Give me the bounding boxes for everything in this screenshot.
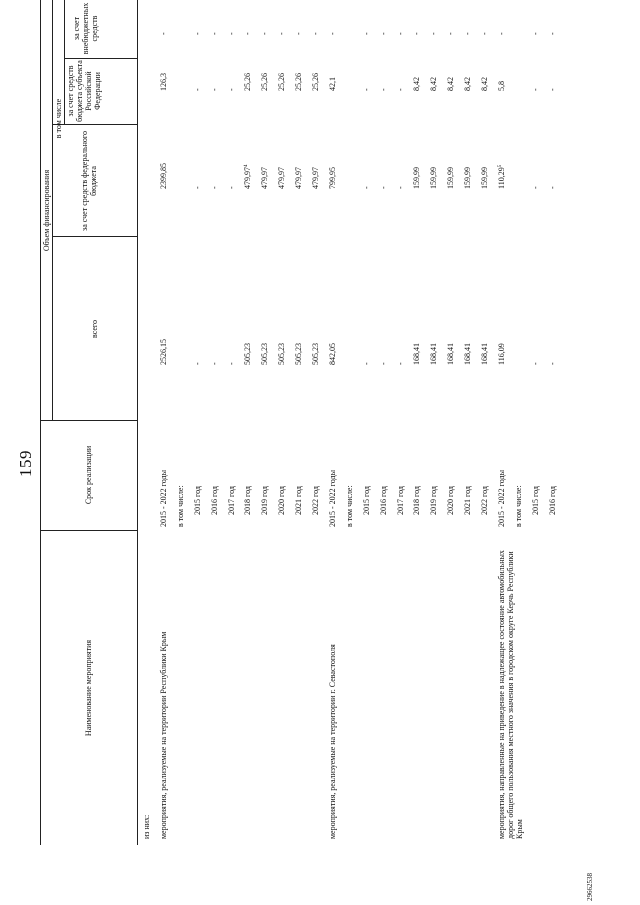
term-cell: 2022 год — [311, 486, 320, 515]
measure-name: мероприятия, направленные на приведение в надлежащее состояние автомобильных дорог общего пользования местного значения в городском округе Керчь Республики Крым — [496, 550, 524, 839]
header-measure-name: Наименование мероприятия — [84, 639, 93, 737]
page-number: 159 — [16, 450, 35, 477]
federal-cell: 479,97 — [277, 167, 287, 189]
extrabudget-cell: - — [311, 32, 320, 35]
measure-name: из них: — [142, 814, 151, 839]
header-term: Срок реализации — [84, 445, 93, 505]
total-cell: 2526,15 — [158, 339, 168, 365]
term-cell: 2016 год — [378, 486, 388, 515]
term-cell: 2022 год — [480, 486, 489, 515]
header-total: всего — [90, 320, 99, 339]
term-cell: 2015 год — [530, 486, 540, 515]
regional-cell: 25,26 — [243, 73, 253, 91]
extrabudget-cell: - — [429, 32, 439, 35]
extrabudget-cell: - — [412, 32, 422, 35]
col-divider-federal — [52, 124, 137, 125]
regional-cell: 8,42 — [429, 77, 439, 91]
federal-cell: - — [547, 186, 557, 189]
total-cell: - — [378, 362, 388, 365]
funding-header-divider — [52, 0, 53, 421]
federal-cell: 159,99 — [429, 167, 439, 189]
footnote-mark: 4 — [244, 164, 250, 167]
regional-cell: 25,26 — [277, 73, 287, 91]
regional-cell: 8,42 — [446, 77, 456, 91]
regional-cell: - — [192, 88, 202, 91]
federal-cell: 159,99 — [463, 167, 473, 189]
total-cell: 168,41 — [463, 343, 473, 365]
header-bottom-border — [137, 0, 138, 845]
extrabudget-cell: - — [395, 32, 405, 35]
total-cell: 505,23 — [294, 343, 304, 365]
regional-cell: 25,26 — [311, 73, 320, 91]
federal-cell: - — [530, 186, 540, 189]
regional-cell: - — [395, 88, 405, 91]
federal-cell: 159,99 — [446, 167, 456, 189]
term-cell: 2019 год — [429, 486, 439, 515]
regional-cell: 42,1 — [327, 77, 337, 91]
federal-cell: - — [378, 186, 388, 189]
extrabudget-cell: - — [277, 32, 287, 35]
header-extrabudget: за счет внебюджетных средств — [72, 2, 99, 55]
federal-cell: - — [361, 186, 371, 189]
term-cell: 2015 год — [361, 486, 371, 515]
term-cell: 2020 год — [446, 486, 456, 515]
regional-cell: 8,42 — [463, 77, 473, 91]
incl-header-divider — [64, 0, 65, 125]
federal-cell: - — [395, 186, 405, 189]
total-cell: - — [395, 362, 405, 365]
measure-name: мероприятия, реализуемые на территории Республики Крым — [158, 631, 168, 839]
regional-cell: - — [547, 88, 557, 91]
extrabudget-cell: - — [480, 32, 489, 35]
total-cell: 505,23 — [260, 343, 270, 365]
federal-cell: 159,99 — [412, 167, 422, 189]
federal-cell: - — [226, 186, 236, 189]
total-cell: 168,41 — [446, 343, 456, 365]
total-cell: 168,41 — [429, 343, 439, 365]
regional-cell: 8,42 — [412, 77, 422, 91]
extrabudget-cell: - — [243, 32, 253, 35]
extrabudget-cell: - — [226, 32, 236, 35]
regional-cell: 25,26 — [260, 73, 270, 91]
extrabudget-cell: - — [547, 32, 557, 35]
total-cell: - — [547, 362, 557, 365]
federal-cell: - — [209, 186, 219, 189]
term-cell: в том числе: — [344, 485, 354, 527]
regional-cell: - — [378, 88, 388, 91]
extrabudget-cell: - — [327, 32, 337, 35]
header-regional: за счет средств бюджета субъекта Российской Федерации — [66, 60, 102, 122]
term-cell: в том числе: — [513, 485, 523, 527]
total-cell: 842,05 — [327, 343, 337, 365]
term-cell: 2018 год — [243, 486, 253, 515]
extrabudget-cell: - — [209, 32, 219, 35]
total-cell: - — [530, 362, 540, 365]
term-cell: 2018 год — [412, 486, 422, 515]
federal-cell: 799,95 — [327, 167, 337, 189]
term-cell: 2016 год — [209, 486, 219, 515]
extrabudget-cell: - — [294, 32, 304, 35]
term-cell: 2019 год — [260, 486, 270, 515]
term-cell: 2021 год — [463, 486, 473, 515]
regional-cell: 8,42 — [480, 77, 489, 91]
term-cell: 2017 год — [395, 486, 405, 515]
term-cell: 2021 год — [294, 486, 304, 515]
header-incl: в том числе — [54, 98, 63, 139]
federal-cell: 159,99 — [480, 167, 489, 189]
regional-cell: 25,26 — [294, 73, 304, 91]
term-cell: в том числе: — [175, 485, 185, 527]
measure-name: мероприятия, реализуемые на территории г. Севастополя — [327, 644, 337, 839]
regional-cell: - — [226, 88, 236, 91]
total-cell: - — [361, 362, 371, 365]
term-cell: 2017 год — [226, 486, 236, 515]
extrabudget-cell: - — [496, 32, 506, 35]
extrabudget-cell: - — [446, 32, 456, 35]
federal-cell: 110,29$^5$ — [496, 164, 506, 189]
regional-cell: - — [209, 88, 219, 91]
extrabudget-cell: - — [192, 32, 202, 35]
term-cell: 2020 год — [277, 486, 287, 515]
extrabudget-cell: - — [378, 32, 388, 35]
federal-cell: 479,97 — [294, 167, 304, 189]
federal-cell: - — [192, 186, 202, 189]
total-cell: 505,23 — [243, 343, 253, 365]
total-cell: 505,23 — [311, 343, 320, 365]
extrabudget-cell: - — [463, 32, 473, 35]
total-cell: - — [192, 362, 202, 365]
header-funding: Объем финансирования — [42, 169, 51, 252]
regional-cell: - — [530, 88, 540, 91]
total-cell: - — [209, 362, 219, 365]
term-cell: 2015 - 2022 годы — [496, 470, 506, 527]
footnote-mark: 5 — [497, 164, 503, 168]
header-federal: за счет средств федерального бюджета — [80, 131, 98, 231]
term-cell: 2015 год — [192, 486, 202, 515]
term-cell: 2015 - 2022 годы — [158, 470, 168, 527]
total-cell: - — [226, 362, 236, 365]
federal-cell: 479,97$^4$ — [243, 164, 253, 189]
total-cell: 168,41 — [480, 343, 489, 365]
regional-cell: 126,3 — [158, 73, 168, 91]
term-cell: 2015 - 2022 годы — [327, 470, 337, 527]
federal-cell: 479,97 — [311, 167, 320, 189]
term-cell: 2016 год — [547, 486, 557, 515]
extrabudget-cell: - — [158, 32, 168, 35]
federal-cell: 479,97 — [260, 167, 270, 189]
total-cell: 168,41 — [412, 343, 422, 365]
regional-cell: - — [361, 88, 371, 91]
extrabudget-cell: - — [260, 32, 270, 35]
extrabudget-cell: - — [361, 32, 371, 35]
document-code: 29662538 — [586, 873, 594, 901]
total-cell: 116,09 — [496, 343, 506, 365]
extrabudget-cell: - — [530, 32, 540, 35]
federal-cell: 2399,85 — [158, 163, 168, 189]
regional-cell: 5,8 — [496, 81, 506, 91]
total-cell: 505,23 — [277, 343, 287, 365]
table-top-border — [40, 0, 41, 845]
